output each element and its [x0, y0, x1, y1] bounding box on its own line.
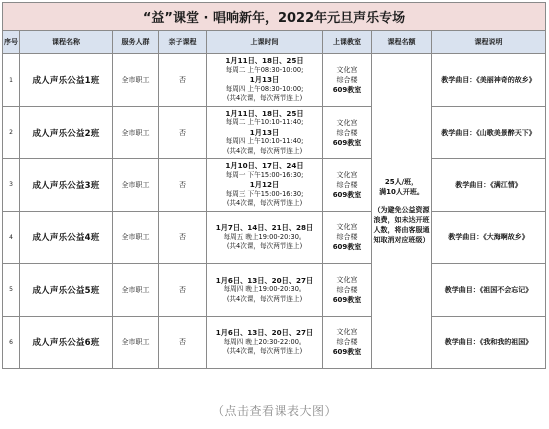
time-slot: 每周四 晚上20:30-22:00。	[223, 337, 306, 346]
time-note: (共4次课，每次两节连上)	[226, 94, 303, 103]
row-seq: 6	[3, 316, 20, 368]
room-number: 609教室	[332, 86, 362, 95]
row-audience: 全市职工	[113, 211, 159, 263]
row-parent-child: 否	[159, 211, 207, 263]
room-floor: 综合楼	[336, 338, 358, 347]
time-slot: 每周四 上午08:30-10:00;	[225, 84, 304, 93]
table-row	[3, 106, 546, 158]
time-note: (共4次课，每次两节连上)	[226, 146, 303, 155]
time-note: (共4次课，每次两节连上)	[226, 294, 303, 303]
header-seq: 序号	[3, 31, 20, 54]
row-desc: 教学曲目：《山歌美景醉天下》	[432, 106, 546, 158]
time-slot: 每周三 下午15:00-16:30;	[225, 189, 304, 198]
row-course-name: 成人声乐公益2班	[20, 106, 113, 158]
row-audience: 全市职工	[113, 106, 159, 158]
row-audience: 全市职工	[113, 54, 159, 106]
row-time	[207, 159, 323, 211]
schedule-table	[2, 2, 546, 369]
time-dates: 1月13日	[249, 127, 280, 137]
room-floor: 综合楼	[336, 76, 358, 85]
header-time: 上课时间	[207, 31, 323, 54]
row-parent-child: 否	[159, 54, 207, 106]
row-room	[323, 264, 372, 316]
time-slot: 每周四 上午10:10-11:40;	[225, 137, 304, 146]
row-parent-child: 否	[159, 316, 207, 368]
row-seq: 3	[3, 159, 20, 211]
time-note: (共4次课，每次两节连上)	[226, 347, 303, 355]
row-parent-child: 否	[159, 106, 207, 158]
room-building: 文化宫	[336, 66, 358, 75]
row-time	[207, 106, 323, 158]
row-room	[323, 316, 372, 368]
row-seq: 1	[3, 54, 20, 106]
schedule-image[interactable]	[2, 2, 545, 369]
row-time	[207, 316, 323, 368]
row-audience: 全市职工	[113, 159, 159, 211]
room-building: 文化宫	[336, 118, 358, 127]
quota-min: 满10人开班。	[379, 188, 424, 197]
time-dates: 1月13日	[249, 75, 280, 85]
row-room	[323, 106, 372, 158]
time-note: (共4次课，每次两节连上)	[226, 242, 303, 251]
row-desc: 教学曲目：《大海啊故乡》	[432, 211, 546, 263]
time-note: (共4次课，每次两节连上)	[226, 199, 303, 208]
row-course-name: 成人声乐公益3班	[20, 159, 113, 211]
row-course-name: 成人声乐公益1班	[20, 54, 113, 106]
row-audience: 全市职工	[113, 316, 159, 368]
row-room	[323, 54, 372, 106]
time-slot: 每周四 晚上19:00-20:30。	[223, 285, 306, 294]
time-dates: 1月10日、17日、24日	[225, 161, 304, 171]
view-large-image-caption[interactable]: （点击查看课表大图）	[211, 404, 337, 418]
row-time	[207, 264, 323, 316]
room-floor: 综合楼	[336, 180, 358, 189]
header-course: 课程名称	[20, 31, 113, 54]
time-slot: 每周五 晚上19:00-20:30。	[223, 232, 306, 241]
room-number: 609教室	[332, 348, 362, 357]
row-course-name: 成人声乐公益4班	[20, 211, 113, 263]
row-parent-child: 否	[159, 159, 207, 211]
row-room	[323, 159, 372, 211]
row-time	[207, 54, 323, 106]
time-slot: 每周二 上午10:10-11:40;	[225, 118, 304, 127]
row-audience: 全市职工	[113, 264, 159, 316]
header-desc: 课程说明	[432, 31, 546, 54]
room-floor: 综合楼	[336, 128, 358, 137]
header-parent-child: 亲子课程	[159, 31, 207, 54]
time-dates: 1月6日、13日、20日、27日	[215, 328, 314, 337]
room-building: 文化宫	[336, 223, 358, 232]
room-number: 609教室	[332, 138, 362, 147]
table-row	[3, 264, 546, 316]
time-dates: 1月6日、13日、20日、27日	[215, 275, 314, 285]
room-floor: 综合楼	[336, 233, 358, 242]
row-desc: 教学曲目：《满江情》	[432, 159, 546, 211]
table-row	[3, 211, 546, 263]
table-row	[3, 316, 546, 368]
header-room: 上课教室	[323, 31, 372, 54]
row-seq: 4	[3, 211, 20, 263]
room-floor: 综合楼	[336, 285, 358, 294]
quota-note: （为避免公益资源浪费，如未达开班人数，将由客服通知取消对应班级）	[373, 206, 430, 245]
row-desc: 教学曲目：《祖国不会忘记》	[432, 264, 546, 316]
row-desc: 教学曲目：《美丽神奇的故乡》	[432, 54, 546, 106]
room-number: 609教室	[332, 190, 362, 199]
room-building: 文化宫	[336, 275, 358, 284]
row-time	[207, 211, 323, 263]
time-dates: 1月11日、18日、25日	[225, 56, 304, 66]
time-dates: 1月7日、14日、21日、28日	[215, 223, 314, 233]
quota-cell	[372, 54, 432, 369]
row-seq: 2	[3, 106, 20, 158]
room-building: 文化宫	[336, 328, 358, 337]
room-building: 文化宫	[336, 170, 358, 179]
quota-size: 25人/班，	[384, 178, 419, 187]
row-room	[323, 211, 372, 263]
row-desc: 教学曲目：《我和我的祖国》	[432, 316, 546, 368]
row-seq: 5	[3, 264, 20, 316]
row-parent-child: 否	[159, 264, 207, 316]
room-number: 609教室	[332, 243, 362, 252]
table-row	[3, 54, 546, 106]
row-course-name: 成人声乐公益6班	[20, 316, 113, 368]
time-slot: 每周一 下午15:00-16:30;	[225, 170, 304, 179]
header-quota: 课程名额	[372, 31, 432, 54]
header-audience: 服务人群	[113, 31, 159, 54]
row-course-name: 成人声乐公益5班	[20, 264, 113, 316]
time-slot: 每周二 上午08:30-10:00;	[225, 65, 304, 74]
table-row	[3, 159, 546, 211]
time-dates: 1月12日	[249, 180, 280, 190]
time-dates: 1月11日、18日、25日	[225, 108, 304, 118]
schedule-title: “益”课堂 · 唱响新年，2022年元旦声乐专场	[3, 3, 546, 31]
room-number: 609教室	[332, 295, 362, 304]
